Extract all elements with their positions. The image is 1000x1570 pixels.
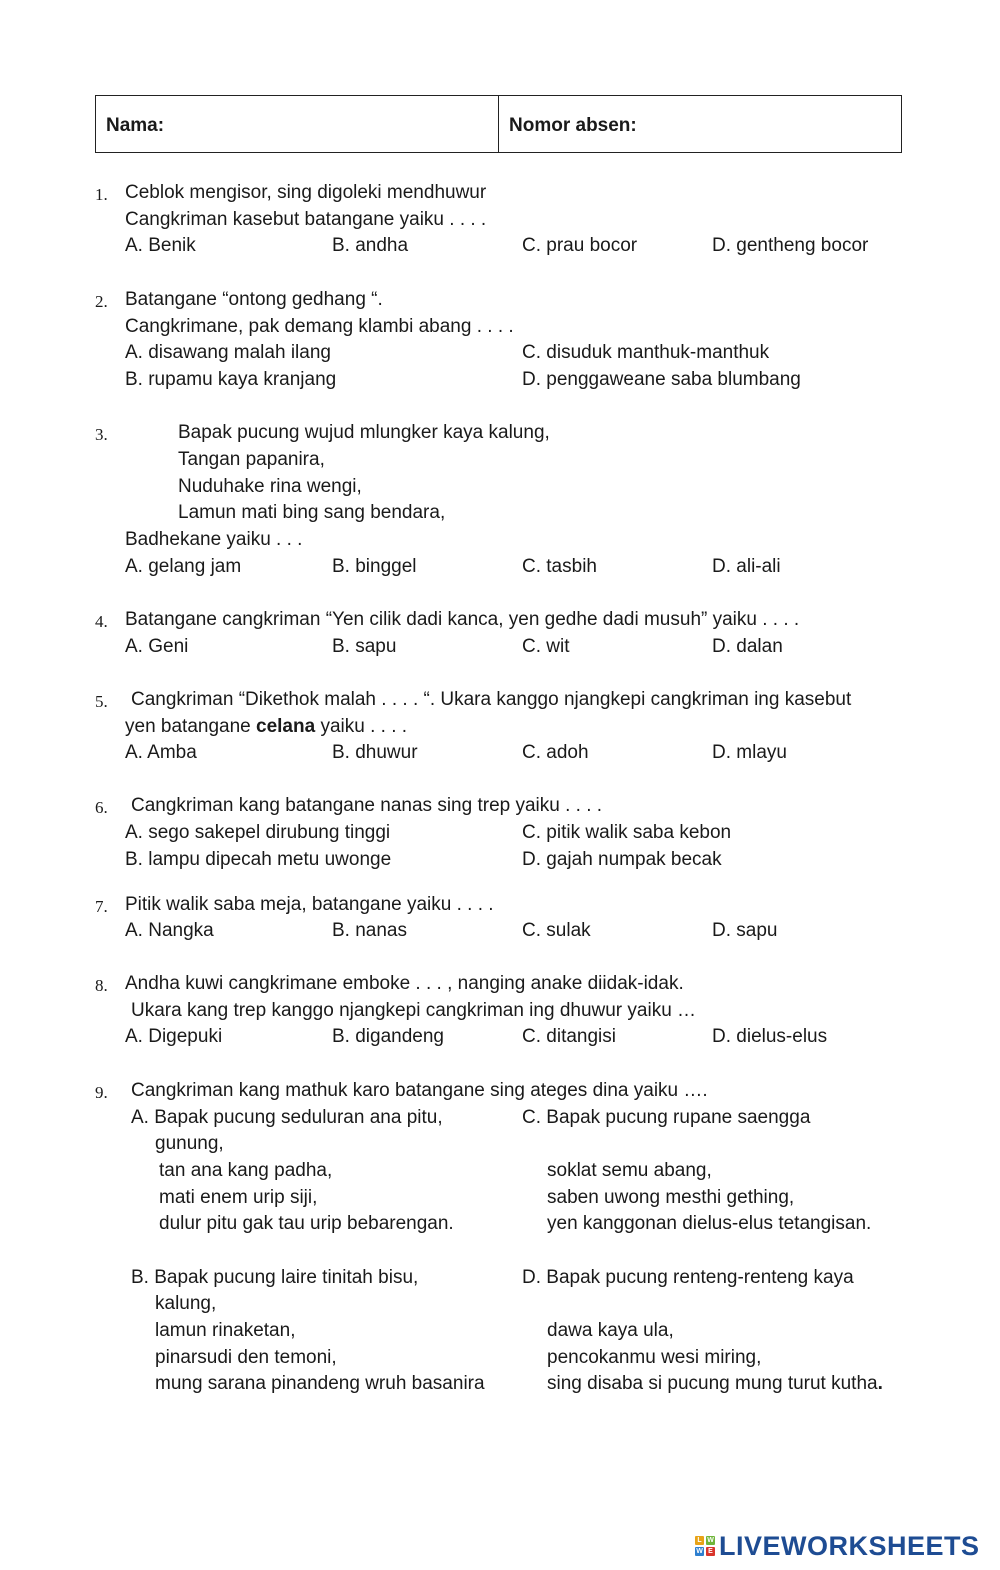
q9-option-a[interactable]: A. Bapak pucung seduluran ana pitu, — [131, 1107, 443, 1128]
q5-line2-bold: celana — [256, 716, 316, 737]
q9-option-a-line: gunung, — [155, 1133, 224, 1154]
q3-option-c[interactable]: C. tasbih — [522, 556, 597, 577]
q8-option-d[interactable]: D. dielus-elus — [712, 1026, 828, 1047]
q7-line1: Pitik walik saba meja, batangane yaiku . . . . — [125, 894, 494, 915]
q2-line1: Batangane “ontong gedhang “. — [125, 289, 383, 310]
q1-line1: Ceblok mengisor, sing digoleki mendhuwur — [125, 182, 487, 203]
logo-mark-tile: L — [695, 1536, 704, 1545]
absen-field[interactable] — [498, 96, 901, 152]
q7-option-d[interactable]: D. sapu — [712, 920, 778, 941]
q9-option-d-line: dawa kaya ula, — [547, 1320, 674, 1341]
q3-line: Badhekane yaiku . . . — [125, 529, 303, 550]
q9-option-d-last: sing disaba si pucung mung turut kutha — [547, 1373, 878, 1394]
liveworksheets-mark-icon — [695, 1536, 715, 1556]
q9-number: 9. — [95, 1083, 108, 1102]
q1-number: 1. — [95, 185, 108, 204]
q6-option-a[interactable]: A. sego sakepel dirubung tinggi — [125, 822, 391, 843]
q3-poem-line2: Tangan papanira, — [178, 449, 325, 470]
q6-option-c[interactable]: C. pitik walik saba kebon — [522, 822, 732, 843]
q7-option-a[interactable]: A. Nangka — [125, 920, 214, 941]
q1-option-a[interactable]: A. Benik — [125, 235, 196, 256]
q9-option-d-line — [547, 1373, 883, 1395]
q6-option-b[interactable]: B. lampu dipecah metu uwonge — [125, 849, 392, 870]
q5-line2 — [125, 716, 407, 738]
q9-option-d-line: pencokanmu wesi miring, — [547, 1347, 762, 1368]
q4-option-b[interactable]: B. sapu — [332, 636, 397, 657]
q2-option-c[interactable]: C. disuduk manthuk-manthuk — [522, 342, 770, 363]
q5-option-d[interactable]: D. mlayu — [712, 742, 787, 763]
q2-line2: Cangkrimane, pak demang klambi abang . . . . — [125, 316, 514, 337]
q4-number: 4. — [95, 612, 108, 631]
q3-poem-line1: Bapak pucung wujud mlungker kaya kalung, — [178, 422, 550, 443]
q3-option-d[interactable]: D. ali-ali — [712, 556, 781, 577]
q8-line2: Ukara kang trep kanggo njangkepi cangkriman ing dhuwur yaiku … — [131, 1000, 697, 1021]
q9-end-mark: . — [877, 1373, 883, 1394]
q6-option-d[interactable]: D. gajah numpak becak — [522, 849, 722, 870]
q8-option-a[interactable]: A. Digepuki — [125, 1026, 223, 1047]
q9-option-a-line: tan ana kang padha, — [159, 1160, 333, 1181]
q3-poem-line4: Lamun mati bing sang bendara, — [178, 502, 446, 523]
q7-option-b[interactable]: B. nanas — [332, 920, 407, 941]
q9-option-b-line: kalung, — [155, 1293, 217, 1314]
q4-option-c[interactable]: C. wit — [522, 636, 570, 657]
q3-number: 3. — [95, 425, 108, 444]
q9-line1: Cangkriman kang mathuk karo batangane sing ateges dina yaiku …. — [131, 1080, 708, 1101]
q5-line1: Cangkriman “Dikethok malah . . . . “. Ukara kanggo njangkepi cangkriman ing kasebut — [131, 689, 852, 710]
q5-line2-post: yaiku . . . . — [315, 716, 408, 737]
q5-number: 5. — [95, 692, 108, 711]
q1-line2: Cangkriman kasebut batangane yaiku . . . . — [125, 209, 487, 230]
q8-option-c[interactable]: C. ditangisi — [522, 1026, 616, 1047]
q2-option-b[interactable]: B. rupamu kaya kranjang — [125, 369, 337, 390]
q8-option-b[interactable]: B. digandeng — [332, 1026, 444, 1047]
logo-mark-tile: E — [706, 1547, 715, 1556]
q6-line1: Cangkriman kang batangane nanas sing trep yaiku . . . . — [131, 795, 603, 816]
q8-line1: Andha kuwi cangkrimane emboke . . . , nanging anake diidak-idak. — [125, 973, 684, 994]
q4-line1: Batangane cangkriman “Yen cilik dadi kanca, yen gedhe dadi musuh” yaiku . . . . — [125, 609, 800, 630]
q9-option-b-line: mung sarana pinandeng wruh basanira — [155, 1373, 485, 1394]
name-label: Nama: — [106, 115, 165, 136]
q9-option-b[interactable]: B. Bapak pucung laire tinitah bisu, — [131, 1267, 419, 1288]
q4-option-d[interactable]: D. dalan — [712, 636, 783, 657]
q7-number: 7. — [95, 897, 108, 916]
logo-mark-tile: W — [696, 1548, 703, 1555]
q6-number: 6. — [95, 798, 108, 817]
q4-option-a[interactable]: A. Geni — [125, 636, 189, 657]
q9-option-c-line: saben uwong mesthi gething, — [547, 1187, 795, 1208]
q9-option-c[interactable]: C. Bapak pucung rupane saengga — [522, 1107, 811, 1128]
q1-option-c[interactable]: C. prau bocor — [522, 235, 638, 256]
q9-option-a-line: mati enem urip siji, — [159, 1187, 318, 1208]
q7-option-c[interactable]: C. sulak — [522, 920, 591, 941]
absen-label: Nomor absen: — [509, 115, 637, 136]
q9-option-d[interactable]: D. Bapak pucung renteng-renteng kaya — [522, 1267, 854, 1288]
q9-option-c-line: yen kanggonan dielus-elus tetangisan. — [547, 1213, 872, 1234]
q2-option-d[interactable]: D. penggaweane saba blumbang — [522, 369, 801, 390]
q9-option-b-line: lamun rinaketan, — [155, 1320, 296, 1341]
name-field[interactable] — [96, 96, 498, 152]
q2-number: 2. — [95, 292, 108, 311]
logo-mark-tile: W — [707, 1537, 714, 1544]
q8-number: 8. — [95, 976, 108, 995]
q9-option-a-line: dulur pitu gak tau urip bebarengan. — [159, 1213, 454, 1234]
q5-option-a[interactable]: A. Amba — [125, 742, 197, 763]
q5-line2-pre: yen batangane — [125, 716, 257, 737]
liveworksheets-logo — [695, 1531, 980, 1561]
q2-option-a[interactable]: A. disawang malah ilang — [125, 342, 331, 363]
q5-option-c[interactable]: C. adoh — [522, 742, 589, 763]
q1-option-b[interactable]: B. andha — [332, 235, 409, 256]
q1-option-d[interactable]: D. gentheng bocor — [712, 235, 869, 256]
q3-poem-line3: Nuduhake rina wengi, — [178, 476, 362, 497]
q9-option-b-line: pinarsudi den temoni, — [155, 1347, 337, 1368]
q9-option-c-line: soklat semu abang, — [547, 1160, 712, 1181]
q3-option-a[interactable]: A. gelang jam — [125, 556, 242, 577]
q3-option-b[interactable]: B. binggel — [332, 556, 417, 577]
q5-option-b[interactable]: B. dhuwur — [332, 742, 418, 763]
logo-text: LIVEWORKSHEETS — [719, 1531, 980, 1561]
student-info-table — [95, 95, 902, 153]
